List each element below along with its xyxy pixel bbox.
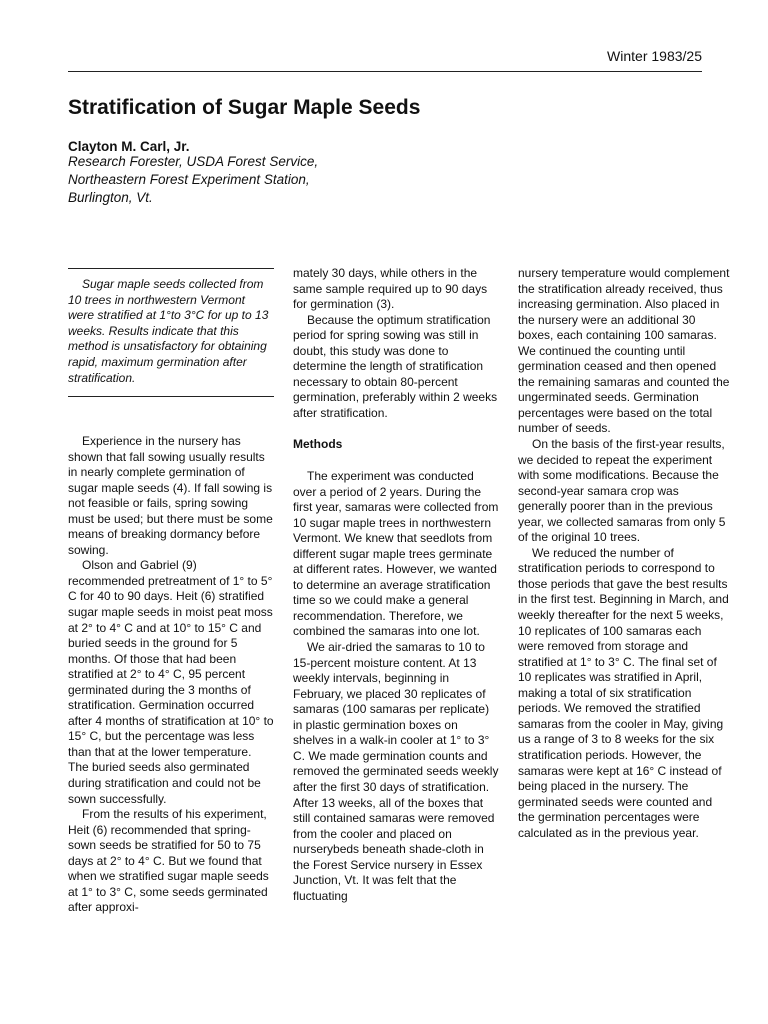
paragraph: On the basis of the first-year results, we decided to repeat the experiment with some modifications. Because the second-year samara crop was generally poorer than in the previous year, we collected samaras from only 5 of the original 10 trees. bbox=[518, 437, 726, 545]
paragraph: Olson and Gabriel (9) recommended pretreatment of 1° to 5° C for 40 to 90 days. Heit (6) stratified sugar maple seeds in moist peat moss at 2° to 4° C and at 10° to 15° C and buried seeds in the ground for 5 months. Of those that had been stratified at 2° to 4° C, 95 percent germinated during the 3 months of stratification. Germination occurred after 4 months of stratification at 10° to 15° C, but the percentage was less than that at the lower temperature. The buried seeds also germinated during stratification and could not be sown successfully. bbox=[68, 558, 274, 806]
abstract bbox=[68, 268, 274, 397]
affiliation-line: Research Forester, USDA Forest Service, bbox=[68, 154, 319, 169]
body-column-1 bbox=[68, 434, 274, 916]
author-name: Clayton M. Carl, Jr. bbox=[68, 139, 190, 154]
section-heading-methods: Methods bbox=[293, 437, 343, 452]
body-column-2 bbox=[293, 266, 499, 904]
article-title: Stratification of Sugar Maple Seeds bbox=[68, 96, 421, 119]
affiliation-line: Burlington, Vt. bbox=[68, 190, 153, 205]
running-head: Winter 1983/25 bbox=[607, 48, 702, 64]
paragraph: mately 30 days, while others in the same sample required up to 90 days for germination (3). bbox=[293, 266, 488, 312]
affiliation-line: Northeastern Forest Experiment Station, bbox=[68, 172, 310, 187]
paragraph: From the results of his experiment, Heit (6) recommended that spring-sown seeds be stratified for 50 to 75 days at 2° to 4° C. But we found that when we stratified sugar maple seeds at 1° to 3° C, some seeds germinated after approxi- bbox=[68, 807, 269, 915]
abstract-text: Sugar maple seeds collected from 10 trees in northwestern Vermont were stratified at 1°to 3°C for up to 13 weeks. Results indicate that this method is unsatisfactory for obtaining rapid, maximum germination after stratification. bbox=[68, 277, 269, 385]
paragraph: Experience in the nursery has shown that fall sowing usually results in nearly complete germination of sugar maple seeds (4). If fall sowing is not feasible or fails, spring sowing must be used; but there must be some means of breaking dormancy before sowing. bbox=[68, 434, 273, 557]
paragraph: The experiment was conducted over a period of 2 years. During the first year, samaras were collected from 10 sugar maple trees in northwestern Vermont. We knew that seedlots from different sugar maple trees germinate at different rates. However, we wanted to determine an average stratification time so we could make a general recommendation. Therefore, we combined the samaras into one lot. bbox=[293, 469, 499, 639]
body-column-3 bbox=[518, 266, 730, 841]
header-rule bbox=[68, 71, 702, 72]
paragraph: We air-dried the samaras to 10 to 15-percent moisture content. At 13 weekly intervals, beginning in February, we placed 30 replicates of samaras (100 samaras per replicate) in plastic germination boxes on shelves in a walk-in cooler at 1° to 3° C. We made germination counts and removed the germinated seeds weekly after the first 30 days of stratification. After 13 weeks, all of the boxes that still contained samaras were removed from the cooler and placed on nurserybeds beneath shade-cloth in the Forest Service nursery in Essex Junction, Vt. It was felt that the fluctuating bbox=[293, 640, 499, 903]
paragraph: We reduced the number of stratification periods to correspond to those periods that gave the best results in the first test. Beginning in March, and weekly thereafter for the next 5 weeks, 10 replicates of 100 samaras each were removed from storage and stratified at 1° to 3° C. The final set of 10 replicates was stratified in April, making a total of six stratification periods. We removed the stratified samaras from the cooler in May, giving us a range of 3 to 8 weeks for the six stratification periods. However, the samaras were kept at 16° C instead of being placed in the nursery. The germinated seeds were counted and the germination percentages were calculated as in the previous year. bbox=[518, 545, 729, 840]
paragraph: Because the optimum stratification period for spring sowing was still in doubt, this study was done to determine the length of stratification necessary to obtain 80-percent germination, preferably within 2 weeks after stratification. bbox=[293, 312, 498, 420]
paragraph: nursery temperature would complement the stratification already received, thus increasing germination. Also placed in the nursery were an additional 30 boxes, each containing 100 samaras. We continued the counting until germination ceased and then opened the remaining samaras and counted the ungerminated seeds. Germination percentages were based on the total number of seeds. bbox=[518, 266, 730, 436]
author-affiliation bbox=[68, 153, 318, 207]
